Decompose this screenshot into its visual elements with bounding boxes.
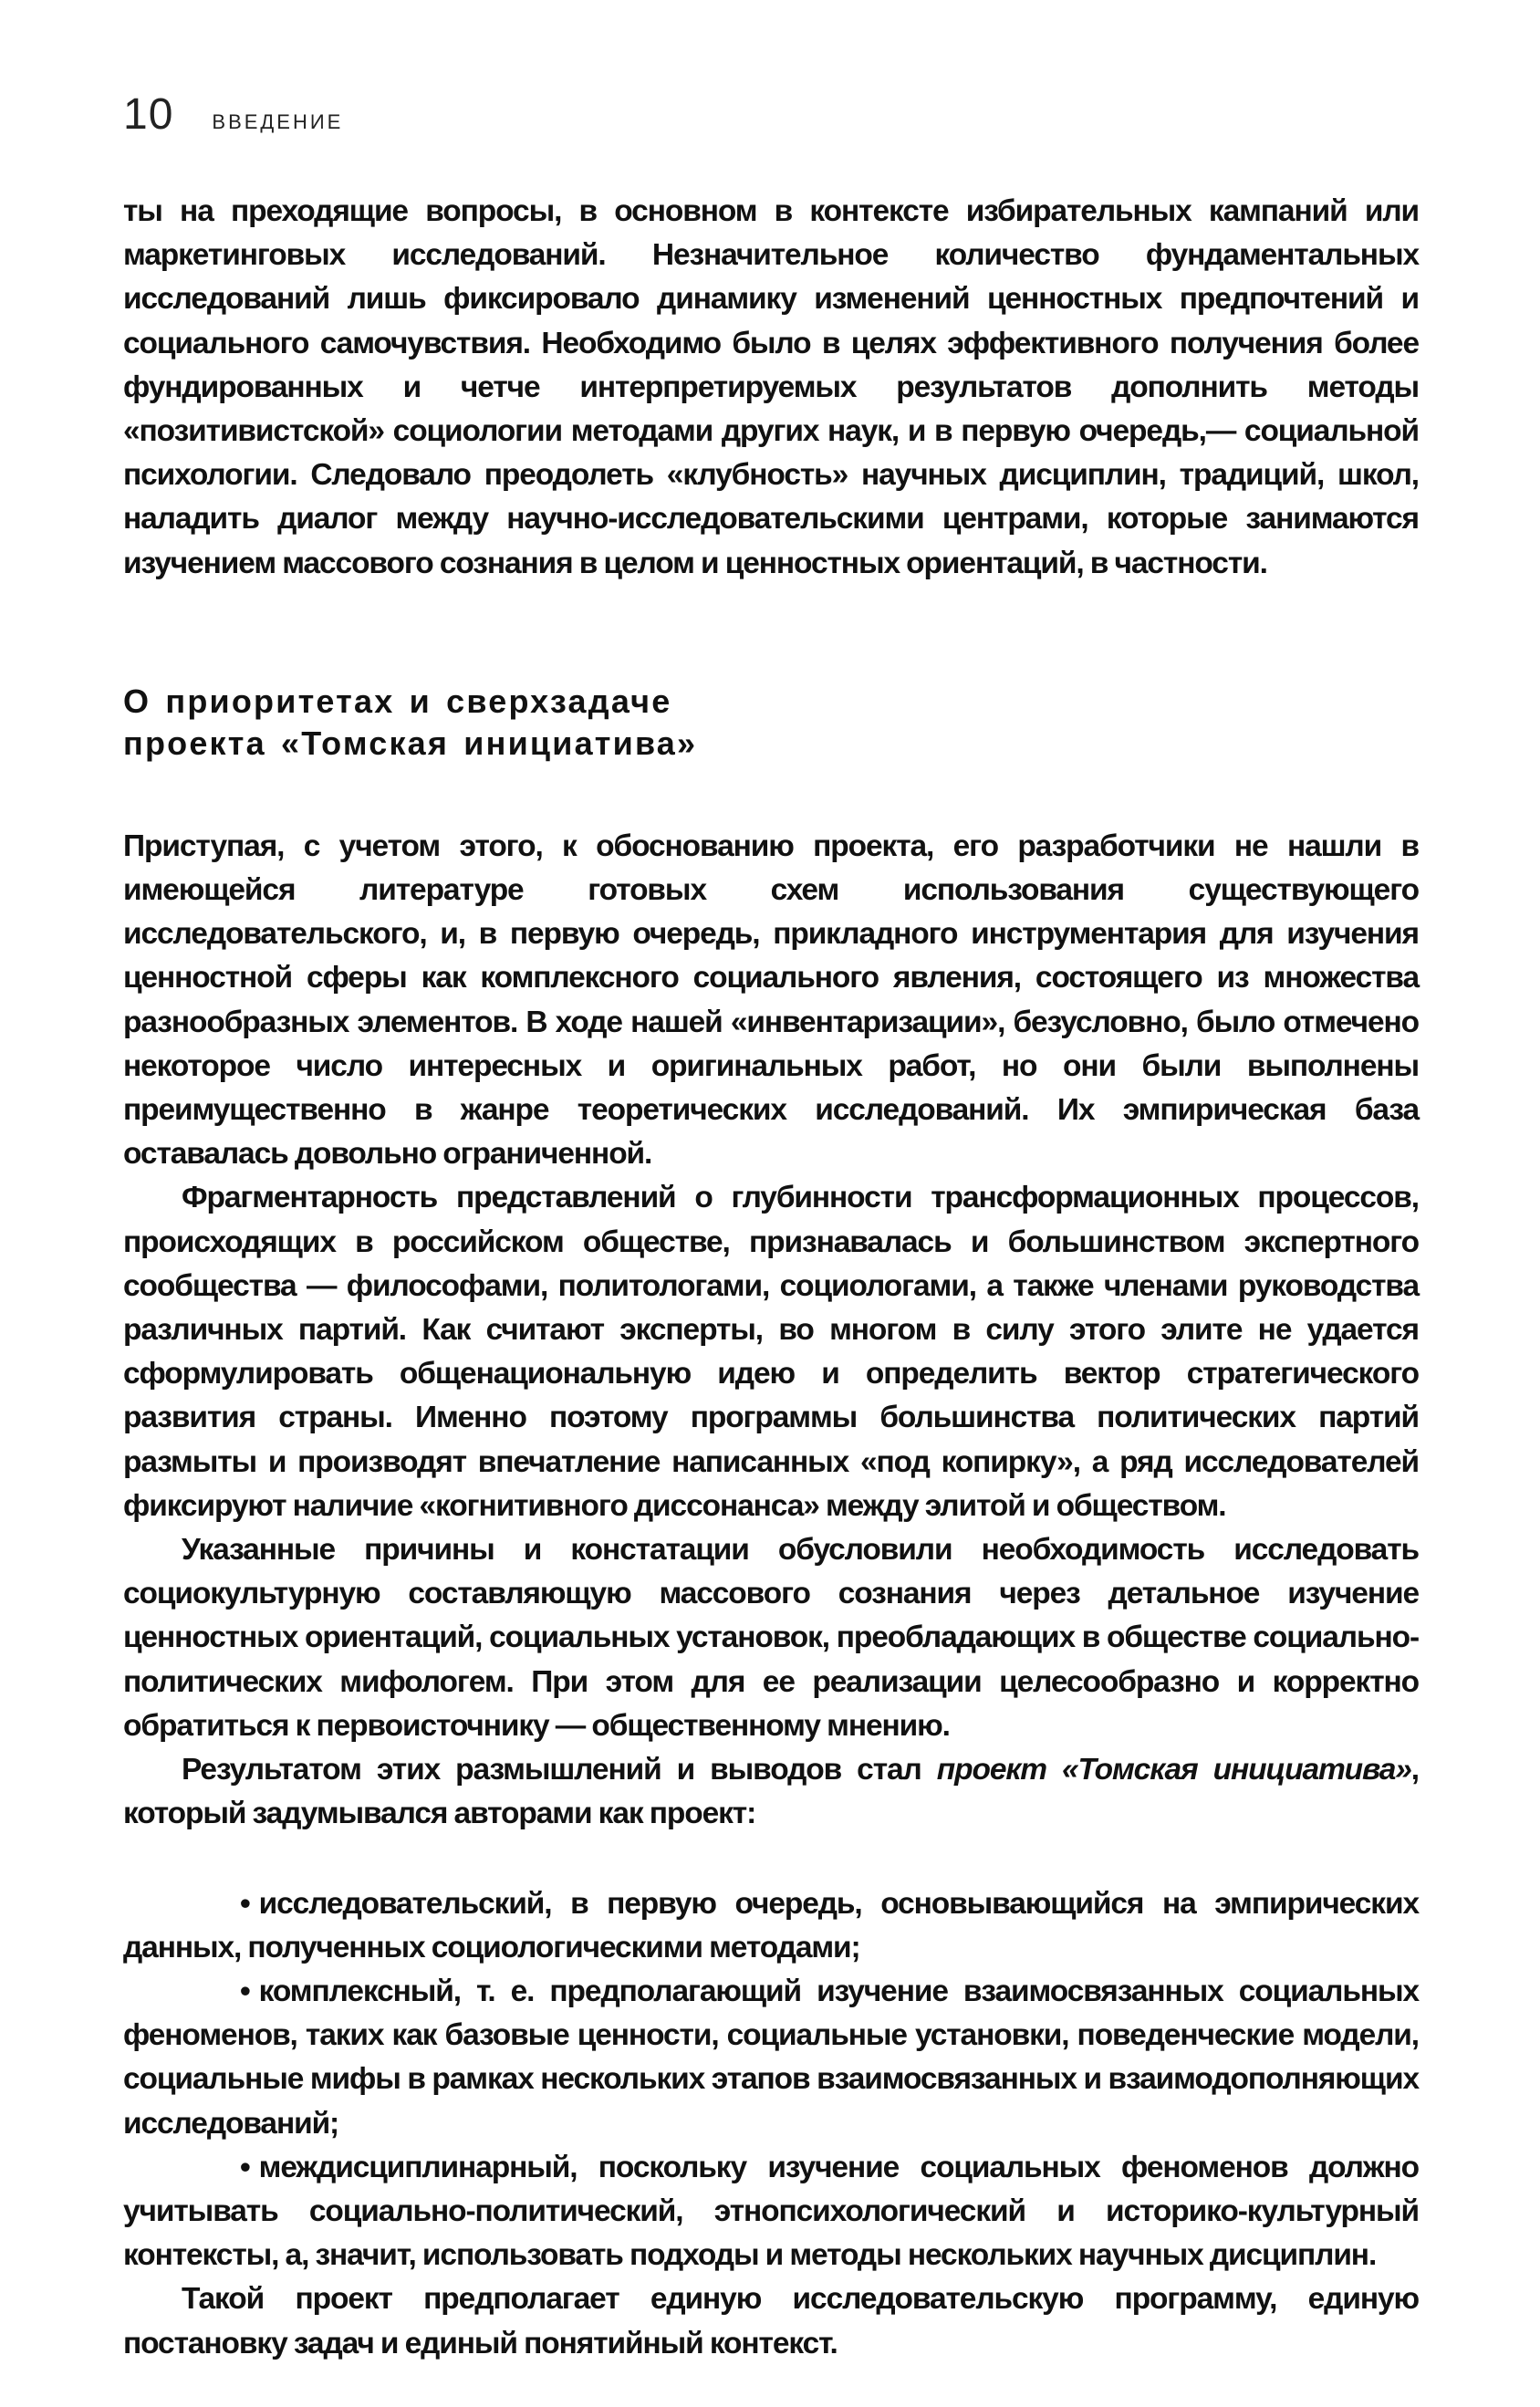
bullet-icon: •	[240, 2150, 250, 2184]
section-heading-line-1: О приоритетах и сверхзадаче	[123, 682, 672, 720]
bullet-icon: •	[240, 1974, 250, 2008]
conclusion-paragraph: Такой проект предполагает единую исследовательскую программу, единую постановку задач и единый понятийный контекст.	[123, 2282, 1419, 2360]
section-title: ВВЕДЕНИЕ	[212, 110, 344, 133]
bullet-list	[123, 1882, 1419, 2278]
page-body	[123, 190, 1419, 2366]
body-paragraph-3: Указанные причины и констатации обусловили необходимость исследовать социокультурную составляющую массового сознания через детальное изучение ценностных ориентаций, социальных установок, преобладающих в обществе социально-политических мифологем. При этом для ее реализации целесообразно и корректно обратиться к первоисточнику — общественному мнению.	[123, 1533, 1419, 1743]
list-item	[123, 1970, 1419, 2146]
body-paragraph-2: Фрагментарность представлений о глубинности трансформационных процессов, происходящих в российском обществе, признавалась и большинством экспертного сообщества — философами, политологами, социологами, а также членами руководства различных партий. Как считают эксперты, во многом в силу этого элите не удается сформулировать общенациональную идею и определить вектор стратегического развития страны. Именно поэтому программы большинства политических партий размыты и производят впечатление написанных «под копирку», а ряд исследователей фиксируют наличие «когнитивного диссонанса» между элитой и обществом.	[123, 1181, 1419, 1523]
intro-paragraph: ты на преходящие вопросы, в основном в контексте избирательных кампаний или маркетинговых исследований. Незначительное количество фундаментальных исследований лишь фиксировало динамику изменений ценностных предпочтений и социального самочувствия. Необходимо было в целях эффективного получения более фундированных и четче интерпретируемых результатов дополнить методы «позитивистской» социологии методами других наук, и в первую очередь,— социальной психологии. Следовало преодолеть «клубность» научных дисциплин, традиций, школ, наладить диалог между научно-исследовательскими центрами, которые занимаются изучением массового сознания в целом и ценностных ориентаций, в частности.	[123, 194, 1419, 580]
list-item-text: исследовательский, в первую очередь, основывающийся на эмпирических данных, полученных социологическими методами;	[123, 1886, 1419, 1964]
paragraph-4-tail: , который задумывался авторами как проект:	[123, 1753, 1420, 1831]
body-paragraph-1: Приступая, с учетом этого, к обоснованию проекта, его разработчики не нашли в имеющейся литературе готовых схем использования существующего исследовательского, и, в первую очередь, прикладного инструментария для изучения ценностной сферы как комплексного социального явления, состоящего из множества разнообразных элементов. В ходе нашей «инвентаризации», безусловно, было отмечено некоторое число интересных и оригинальных работ, но они были выполнены преимущественно в жанре теоретических исследований. Их эмпирическая база оставалась довольно ограниченной.	[123, 828, 1419, 1172]
list-item	[123, 1882, 1419, 1970]
list-item	[123, 2146, 1419, 2278]
project-name-emphasis: проект «Томская инициатива»	[936, 1753, 1411, 1787]
page-number: 10	[123, 90, 174, 139]
body-paragraph-4	[123, 1748, 1419, 1836]
paragraph-4-lead: Результатом этих размышлений и выводов стал	[182, 1753, 937, 1787]
bullet-icon: •	[240, 1886, 250, 1921]
list-item-text: комплексный, т. е. предполагающий изучение взаимосвязанных социальных феноменов, таких как базовые ценности, социальные установки, поведенческие модели, социальные мифы в рамках нескольких этапов взаимосвязанных и взаимодополняющих исследований;	[123, 1974, 1419, 2141]
section-heading-line-2: проекта «Томская инициатива»	[123, 724, 698, 762]
section-heading	[123, 681, 1419, 765]
running-header	[123, 89, 343, 140]
list-item-text: междисциплинарный, поскольку изучение социальных феноменов должно учитывать социально-политический, этнопсихологический и историко-культурный контексты, а, значит, использовать подходы и методы нескольких научных дисциплин.	[123, 2150, 1419, 2273]
